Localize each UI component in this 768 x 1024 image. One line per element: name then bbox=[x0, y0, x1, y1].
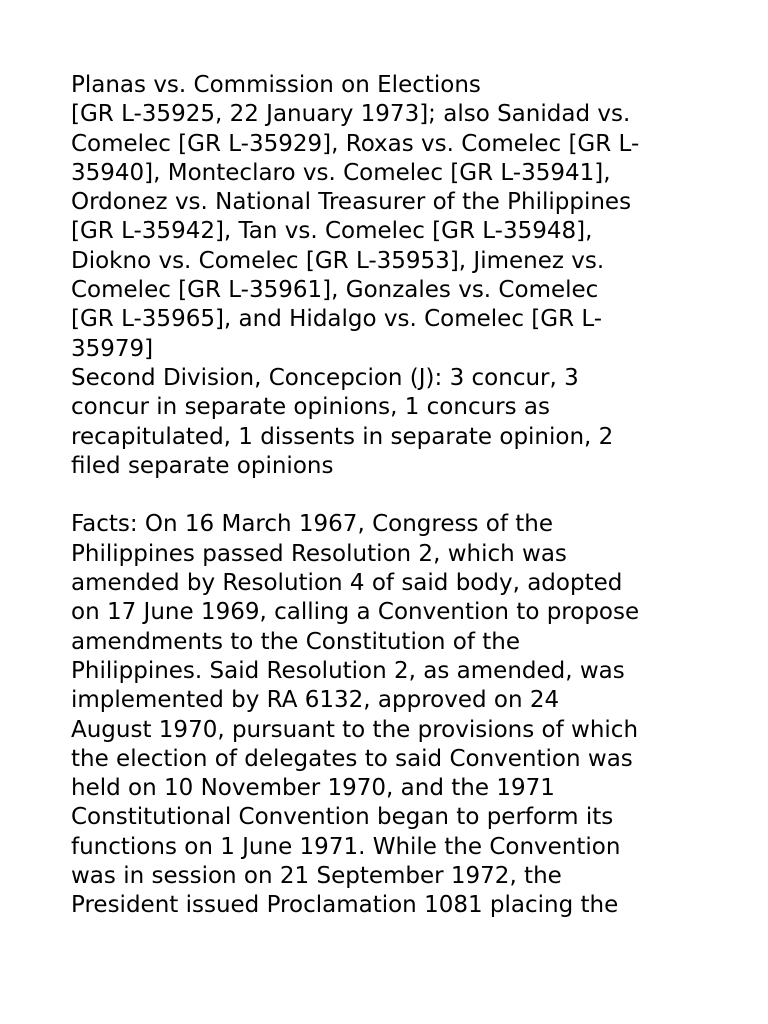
case-title-block bbox=[71, 71, 711, 364]
text-line: filed separate opinions bbox=[71, 452, 334, 479]
division-block bbox=[71, 364, 711, 481]
text-line: amendments to the Constitution of the bbox=[71, 628, 521, 655]
text-line: [GR L-35942], Tan vs. Comelec [GR L-35948], bbox=[71, 218, 593, 245]
text-line: Philippines passed Resolution 2, which was bbox=[71, 540, 567, 567]
text-line: Constitutional Convention began to perform its bbox=[71, 804, 614, 831]
text-line: Comelec [GR L-35961], Gonzales vs. Comelec bbox=[71, 277, 599, 304]
text-line: [GR L-35925, 22 January 1973]; also Sanidad vs. bbox=[71, 101, 631, 128]
text-line: Facts: On 16 March 1967, Congress of the bbox=[71, 511, 553, 538]
text-line: concur in separate opinions, 1 concurs as bbox=[71, 394, 550, 421]
text-line: recapitulated, 1 dissents in separate opinion, 2 bbox=[71, 423, 614, 450]
text-line: 35940], Monteclaro vs. Comelec [GR L-35941], bbox=[71, 159, 611, 186]
text-line: President issued Proclamation 1081 placing the bbox=[71, 892, 619, 919]
text-line: held on 10 November 1970, and the 1971 bbox=[71, 775, 555, 802]
document-text bbox=[71, 71, 711, 921]
text-line: Second Division, Concepcion (J): 3 concur, 3 bbox=[71, 364, 579, 391]
text-line: amended by Resolution 4 of said body, adopted bbox=[71, 570, 623, 597]
text-line: functions on 1 June 1971. While the Convention bbox=[71, 833, 621, 860]
facts-paragraph bbox=[71, 510, 711, 920]
text-line: Philippines. Said Resolution 2, as amended, was bbox=[71, 657, 625, 684]
paragraph-spacer bbox=[71, 481, 711, 510]
text-line: Diokno vs. Comelec [GR L-35953], Jimenez vs. bbox=[71, 247, 605, 274]
text-line: 35979] bbox=[71, 335, 154, 362]
text-line: on 17 June 1969, calling a Convention to propose bbox=[71, 599, 640, 626]
text-line: Comelec [GR L-35929], Roxas vs. Comelec [GR L- bbox=[71, 130, 640, 157]
text-line: implemented by RA 6132, approved on 24 bbox=[71, 687, 560, 714]
text-line: August 1970, pursuant to the provisions of which bbox=[71, 716, 639, 743]
text-line: the election of delegates to said Convention was bbox=[71, 745, 633, 772]
text-line: Ordonez vs. National Treasurer of the Philippines bbox=[71, 189, 632, 216]
text-line: Planas vs. Commission on Elections bbox=[71, 72, 481, 98]
text-line: [GR L-35965], and Hidalgo vs. Comelec [GR L- bbox=[71, 306, 603, 333]
text-line: was in session on 21 September 1972, the bbox=[71, 863, 562, 890]
